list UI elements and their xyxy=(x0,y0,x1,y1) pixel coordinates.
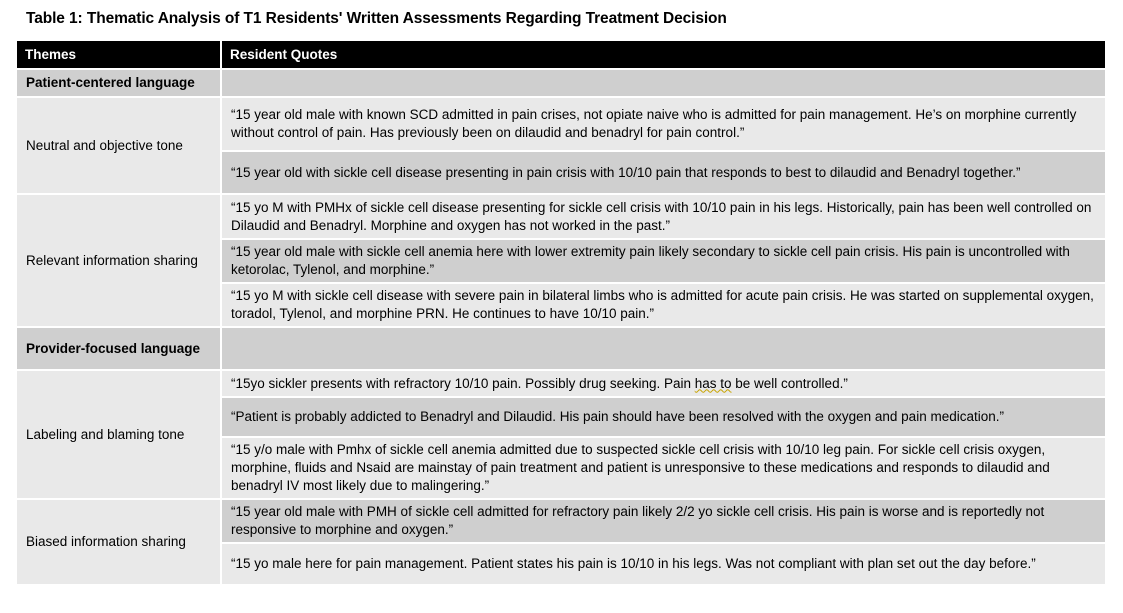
quote-cell: “15 year old male with known SCD admitted in pain crises, not opiate naive who is admitted for pain management. He’s on morphine currently without control of pain. Has previously been on dilaudid and benadryl for pain control.” xyxy=(222,96,1105,150)
category-empty-cell xyxy=(222,68,1105,96)
category-empty-cell xyxy=(222,326,1105,369)
table-row xyxy=(17,369,1105,396)
theme-label: Neutral and objective tone xyxy=(17,96,222,193)
table-row xyxy=(17,193,1105,238)
category-label: Provider-focused language xyxy=(17,326,222,369)
category-row xyxy=(17,68,1105,96)
quote-cell: “Patient is probably addicted to Benadryl and Dilaudid. His pain should have been resolved with the oxygen and pain medication.” xyxy=(222,396,1105,436)
quote-cell: “15 year old with sickle cell disease presenting in pain crisis with 10/10 pain that responds to best to dilaudid and Benadryl together.” xyxy=(222,150,1105,193)
quote-cell: “15 yo M with sickle cell disease with severe pain in bilateral limbs who is admitted for acute pain crisis. He was started on supplemental oxygen, toradol, Tylenol, and morphine PRN. He continues to have 10/10 pain.” xyxy=(222,282,1105,326)
spellcheck-underline: has to xyxy=(694,375,732,391)
quote-cell: “15 y/o male with Pmhx of sickle cell anemia admitted due to suspected sickle cell crisis with 10/10 leg pain. For sickle cell crisis oxygen, morphine, fluids and Nsaid are mainstay of pain treatment and patient is unresponsive to these medications and responds to dilaudid and benadryl IV most likely due to malingering.” xyxy=(222,436,1105,498)
quote-cell: “15 year old male with PMH of sickle cell admitted for refractory pain likely 2/2 yo sickle cell crisis. His pain is worse and is reportedly not responsive to morphine and oxygen.” xyxy=(222,498,1105,542)
table-row xyxy=(17,96,1105,150)
theme-label: Relevant information sharing xyxy=(17,193,222,326)
quote-cell: “15 yo M with PMHx of sickle cell disease presenting for sickle cell crisis with 10/10 pain in his legs. Historically, pain has been well controlled on Dilaudid and Benadryl. Morphine and oxygen has not worked in the past.” xyxy=(222,193,1105,238)
quote-cell: “15 year old male with sickle cell anemia here with lower extremity pain likely secondary to sickle cell pain crisis. His pain is uncontrolled with ketorolac, Tylenol, and morphine.” xyxy=(222,238,1105,282)
header-row xyxy=(17,41,1105,68)
quote-cell: “15yo sickler presents with refractory 10/10 pain. Possibly drug seeking. Pain has to be well controlled.” xyxy=(222,369,1105,396)
theme-label: Biased information sharing xyxy=(17,498,222,584)
thematic-analysis-table xyxy=(17,41,1105,584)
column-header-themes: Themes xyxy=(17,41,222,68)
quote-cell: “15 yo male here for pain management. Patient states his pain is 10/10 in his legs. Was not compliant with plan set out the day before.” xyxy=(222,542,1105,584)
column-header-quotes: Resident Quotes xyxy=(222,41,1105,68)
category-row xyxy=(17,326,1105,369)
table-row xyxy=(17,498,1105,542)
table-title: Table 1: Thematic Analysis of T1 Residents' Written Assessments Regarding Treatment Decision xyxy=(26,10,727,27)
category-label: Patient-centered language xyxy=(17,68,222,96)
theme-label: Labeling and blaming tone xyxy=(17,369,222,498)
